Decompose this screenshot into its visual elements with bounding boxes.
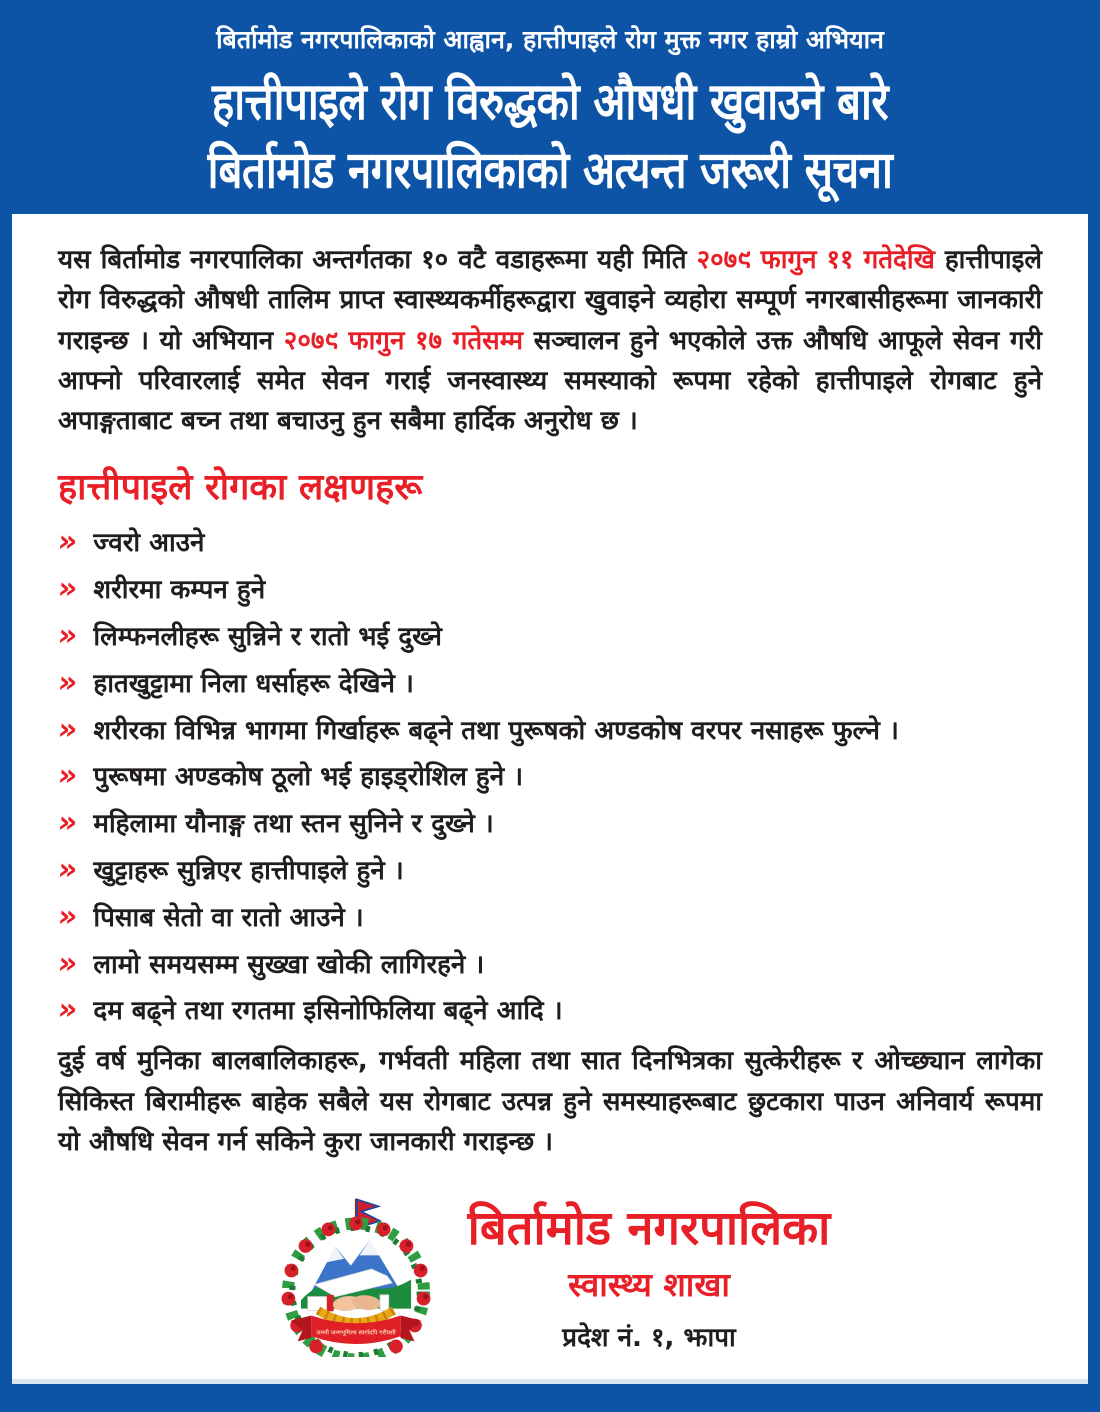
symptom-text: ज्वरो आउने	[93, 528, 205, 559]
symptom-text: पुरूषमा अण्डकोष ठूलो भई हाइड्रोशिल हुने ।	[93, 762, 524, 793]
symptom-text: लिम्फनलीहरू सुन्निने र रातो भई दुख्ने	[93, 622, 442, 653]
double-chevron-icon: »	[55, 805, 80, 841]
symptom-text: शरीरमा कम्पन हुने	[93, 575, 266, 606]
municipality-emblem-logo	[270, 1195, 442, 1361]
double-chevron-icon: »	[55, 852, 80, 888]
intro-text: हात्तीपाइले रोग विरुद्धको औषधी तालिम प्राप्त स्वास्थ्यकर्मीहरूद्वारा खुवाइने व्यहोरा सम्पूर्ण नगरबासीहरूमा जानकारी गराइन्छ । यो अभियान	[58, 245, 1042, 356]
double-chevron-icon: »	[55, 711, 80, 747]
list-item	[55, 618, 1042, 655]
symptom-text: पिसाब सेतो वा रातो आउने ।	[93, 902, 364, 933]
double-chevron-icon: »	[55, 898, 80, 934]
symptoms-section-heading: हात्तीपाइले रोगका लक्षणहरू	[58, 467, 423, 509]
list-item	[55, 898, 1042, 936]
nepal-emblem-graphic	[270, 1195, 442, 1357]
double-chevron-icon: »	[55, 571, 80, 607]
double-chevron-icon: »	[55, 992, 80, 1028]
double-chevron-icon: »	[55, 524, 80, 560]
intro-text: सञ्चालन हुने भएकोले उक्त औषधि आफूले सेवन गरी आफ्नो परिवारलाई समेत सेवन गराई जनस्वास्थ्य समस्याको रूपमा रहेको हात्तीपाइले रोगबाट हुने अपाङ्गताबाट बच्न तथा बचाउनु हुन सबैमा हार्दिक अनुरोध छ ।	[58, 325, 1042, 437]
notice-title-line2: बिर्तामोड नगरपालिकाको अत्यन्त जरूरी सूचना	[207, 140, 893, 201]
intro-text: यस बिर्तामोड नगरपालिका अन्तर्गतका १० वटै वडाहरूमा यही मिति	[58, 245, 697, 275]
closing-paragraph: दुई वर्ष मुनिका बालबालिकाहरू, गर्भवती महिला तथा सात दिनभित्रका सुत्केरीहरू र ओच्छ्यान लागेका सिकिस्त बिरामीहरू बाहेक सबैले यस रोगबाट उत्पन्न हुने समस्याहरूबाट छुटकारा पाउन अनिवार्य रूपमा यो औषधि सेवन गर्न सकिने कुरा जानकारी गराइन्छ ।	[58, 1046, 1042, 1157]
notice-body	[12, 214, 1088, 1384]
footer	[58, 1189, 1042, 1371]
double-chevron-icon: »	[55, 664, 80, 700]
double-chevron-icon: »	[55, 618, 80, 654]
symptom-text: लामो समयसम्म सुख्खा खोकी लागिरहने ।	[93, 949, 485, 980]
symptoms-list	[55, 514, 1042, 1029]
symptom-text: महिलामा यौनाङ्ग तथा स्तन सुनिने र दुख्ने ।	[93, 809, 494, 840]
double-chevron-icon: »	[55, 945, 80, 981]
list-item	[55, 945, 1042, 983]
end-date-highlight: २०७९ फागुन १७ गतेसम्म	[283, 325, 524, 356]
notice-title-line1: हात्तीपाइले रोग विरुद्धको औषधी खुवाउने बारे	[211, 71, 889, 132]
list-item	[55, 852, 1042, 889]
list-item	[55, 571, 1042, 608]
double-chevron-icon: »	[55, 758, 80, 794]
address-line: प्रदेश नं. १, झापा	[562, 1322, 736, 1353]
notice-title	[12, 68, 1088, 205]
department-name: स्वास्थ्य शाखा	[568, 1264, 730, 1304]
list-item	[55, 664, 1042, 702]
start-date-highlight: २०७९ फागुन ११ गतेदेखि	[696, 245, 935, 275]
campaign-tagline: बिर्तामोड नगरपालिकाको आह्वान, हात्तीपाइले रोग मुक्त नगर हाम्रो अभियान	[216, 25, 884, 54]
list-item	[55, 524, 1042, 561]
footer-text-block	[468, 1202, 831, 1353]
list-item	[55, 992, 1042, 1029]
emblem-motto-text: जननी जन्मभूमिश्च स्वर्गादपि गरीयसी	[315, 1329, 396, 1337]
list-item	[55, 711, 1042, 749]
organization-name: बिर्तामोड नगरपालिका	[467, 1201, 831, 1257]
symptom-text: दम बढ्ने तथा रगतमा इसिनोफिलिया बढ्ने आदि ।	[93, 996, 563, 1027]
symptom-text: शरीरका विभिन्न भागमा गिर्खाहरू बढ्ने तथा पुरूषको अण्डकोष वरपर नसाहरू फुल्ने ।	[93, 715, 899, 746]
list-item	[55, 805, 1042, 842]
intro-paragraph	[58, 240, 1042, 441]
header-banner	[12, 0, 1088, 214]
list-item	[55, 758, 1042, 795]
symptom-text: हातखुट्टामा निला धर्साहरू देखिने ।	[93, 668, 414, 699]
symptom-text: खुट्टाहरू सुन्निएर हात्तीपाइले हुने ।	[93, 856, 404, 887]
